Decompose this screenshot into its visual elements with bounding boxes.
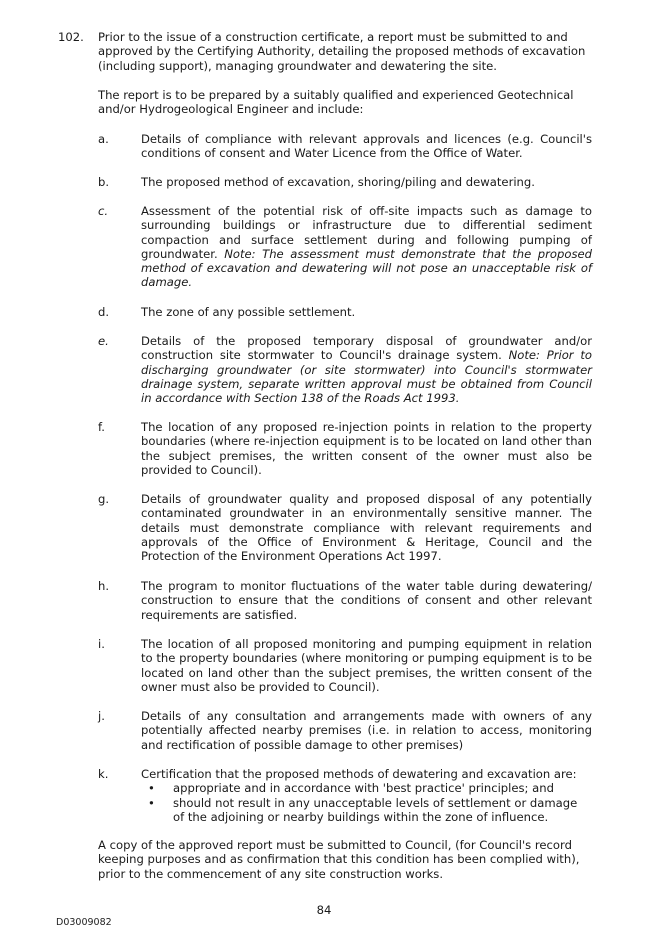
item-text [141,767,592,824]
item-text: Details of compliance with relevant approvals and licences (e.g. Council's conditions of consent and Water Licence from the Office of Water. [141,132,592,161]
bullet-item: • should not result in any unacceptable levels of settlement or damage of the adjoining or nearby buildings within the zone of influence. [148,795,578,824]
item-text: Details of groundwater quality and proposed disposal of any potentially contaminated groundwater in an environmentally sensitive manner. The details must demonstrate compliance with relevant requirements and approvals of the Office of Environment & Heritage, Council and the Protection of the Environment Operations Act 1997. [141,492,592,564]
item-text: The location of any proposed re-injection points in relation to the property boundaries (where re-injection equipment is to be located on land other than the subject premises, the written consent of the owner must also be provided to Council). [141,420,592,477]
item-letter: e. [98,334,109,348]
condition-intro: Prior to the issue of a construction certificate, a report must be submitted to and approved by the Certifying Authority, detailing the proposed methods of excavation (including support), managing groundwater and dewatering the site. [98,30,586,73]
item-letter: i. [98,637,105,651]
item-letter: f. [98,420,105,434]
document-id: D03009082 [56,917,112,928]
bullet-list [141,781,592,824]
item-text: The proposed method of excavation, shoring/piling and dewatering. [141,175,535,189]
item-text: The zone of any possible settlement. [141,305,356,319]
report-requirements: The report is to be prepared by a suitably qualified and experienced Geotechnical and/or Hydrogeological Engineer and include: [98,88,574,117]
bullet-icon: • [148,795,155,810]
item-letter: j. [98,709,105,723]
item-note: Note: The assessment must demonstrate that the proposed method of excavation and dewatering will not pose an unacceptable risk of damage. [141,246,593,290]
item-letter: h. [98,579,110,593]
item-text: Assessment of the potential risk of off-site impacts such as damage to surrounding buildings or infrastructure due to differential sediment compaction and surface settlement during and following pumping of groundwater. Note: The assessment must demonstrate that the proposed method of excavation and dewatering will not pose an unacceptable risk of damage. [141,204,593,290]
item-text: The location of all proposed monitoring and pumping equipment in relation to the property boundaries (where monitoring or pumping equipment is to be located on land other than the subject premises, the written consent of the owner must also be provided to Council). [141,637,592,694]
final-paragraph: A copy of the approved report must be submitted to Council, (for Council's record keeping purposes and as confirmation that this condition has been complied with), prior to the commencement of any site construction works. [98,838,580,881]
item-text: The program to monitor fluctuations of the water table during dewatering/ construction to ensure that the conditions of consent and other relevant requirements are satisfied. [141,579,592,622]
item-letter: b. [98,175,110,189]
item-letter: d. [98,305,110,319]
item-letter: a. [98,132,109,146]
item-text: Details of the proposed temporary disposal of groundwater and/or construction site stormwater to Council's drainage system. Note: Prior to discharging groundwater (or site stormwater) into Council's stormwater drainage system, separate written approval must be obtained from Council in accordance with Section 138 of the Roads Act 1993. [141,334,592,406]
item-note: Note: Prior to discharging groundwater (or site stormwater) into Council's stormwater drainage system, separate written approval must be obtained from Council in accordance with Section 138 of the Roads Act 1993. [141,348,592,406]
condition-number: 102. [58,30,84,44]
bullet-icon: • [148,781,155,796]
item-k-lead: Certification that the proposed methods of dewatering and excavation are: [141,767,577,781]
item-text: Details of any consultation and arrangements made with owners of any potentially affected nearby premises (i.e. in relation to access, monitoring and rectification of possible damage to other premises) [141,709,592,752]
page-number: 84 [316,903,332,917]
bullet-item: • appropriate and in accordance with 'best practice' principles; and [148,781,554,796]
item-letter: c. [98,204,109,218]
item-letter: k. [98,767,109,781]
item-letter: g. [98,492,110,506]
